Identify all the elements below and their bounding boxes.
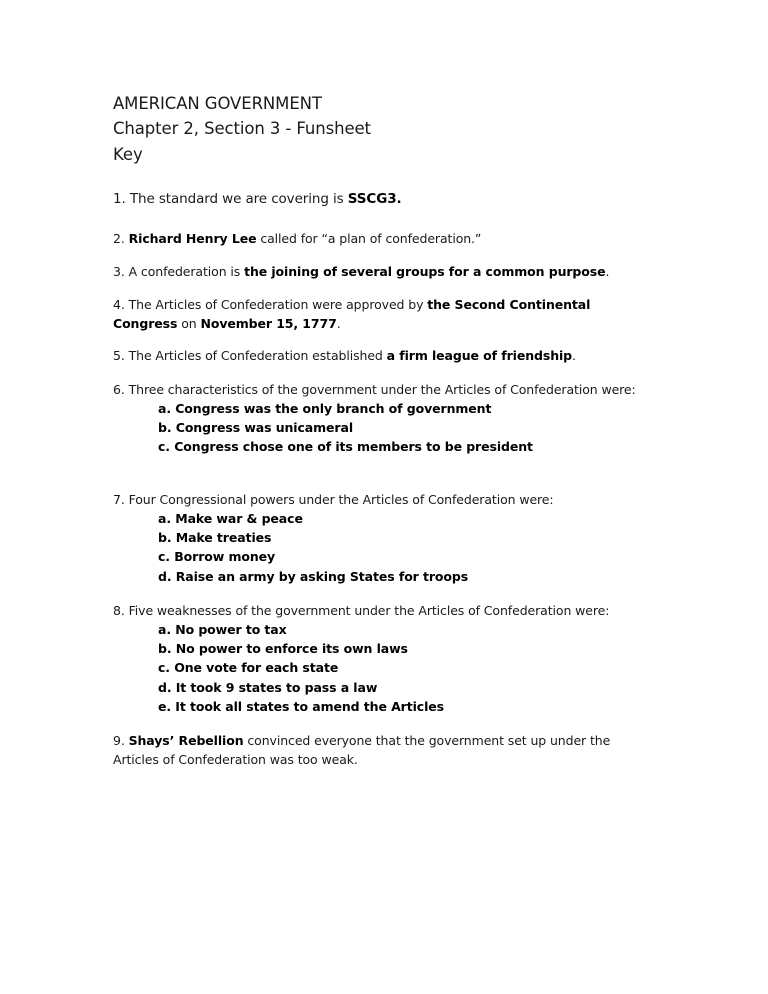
question-7	[113, 490, 648, 586]
list-item: a. Congress was the only branch of government	[158, 401, 492, 416]
question-text: 6. Three characteristics of the government under the Articles of Confederation were:	[113, 382, 636, 397]
answer-date: November 15, 1777	[200, 316, 337, 331]
answer: the joining of several groups for a common purpose	[244, 264, 606, 279]
answer: SSCG3.	[347, 191, 402, 207]
list-item: e. It took all states to amend the Articles	[158, 698, 444, 714]
question-number: 2.	[113, 231, 129, 246]
chapter-title: Chapter 2, Section 3 - Funsheet	[113, 119, 371, 138]
question-5	[113, 346, 648, 365]
answer-body: the Second Continental Congress	[113, 297, 591, 331]
question-text: 1. The standard we are covering is	[113, 191, 348, 207]
question-2	[113, 229, 648, 248]
punctuation: .	[605, 264, 610, 279]
question-9	[113, 731, 648, 769]
list-item: b. Make treaties	[158, 530, 272, 546]
question-text: 5. The Articles of Confederation established	[113, 348, 387, 363]
key-title: Key	[113, 145, 143, 164]
course-title: AMERICAN GOVERNMENT	[113, 94, 322, 113]
list-item: c. Congress chose one of its members to be president	[158, 439, 533, 455]
list-item: b. No power to enforce its own laws	[158, 641, 408, 657]
list-item: c. One vote for each state	[158, 660, 339, 676]
list-item: d. It took 9 states to pass a law	[158, 679, 378, 695]
answer: a firm league of friendship	[386, 348, 573, 363]
question-text: 3. A confederation is	[113, 264, 245, 279]
answer-list	[113, 399, 648, 457]
question-8	[113, 601, 648, 716]
answer-list	[113, 620, 648, 716]
list-item: a. Make war & peace	[158, 511, 303, 526]
question-6	[113, 380, 648, 457]
question-4	[113, 295, 648, 333]
punctuation: .	[336, 316, 341, 331]
question-text: 7. Four Congressional powers under the Articles of Confederation were:	[113, 492, 554, 507]
punctuation: .	[572, 348, 576, 363]
question-number: 9.	[113, 733, 129, 748]
answer: Richard Henry Lee	[128, 231, 257, 246]
question-text: 4. The Articles of Confederation were approved by	[113, 297, 428, 312]
answer: Shays’ Rebellion	[128, 733, 244, 748]
answer-list	[113, 509, 648, 586]
list-item: a. No power to tax	[158, 622, 287, 637]
list-item: c. Borrow money	[158, 549, 276, 565]
question-3	[113, 262, 648, 281]
question-text: convinced everyone that the government set up under the Articles of Confederation was too weak.	[113, 733, 611, 767]
question-text: on	[177, 316, 201, 331]
question-text: 8. Five weaknesses of the government under the Articles of Confederation were:	[113, 603, 610, 618]
question-text: called for “a plan of confederation.”	[256, 231, 482, 246]
question-1	[113, 190, 648, 209]
list-item: b. Congress was unicameral	[158, 420, 354, 436]
list-item: d. Raise an army by asking States for troops	[158, 568, 469, 584]
